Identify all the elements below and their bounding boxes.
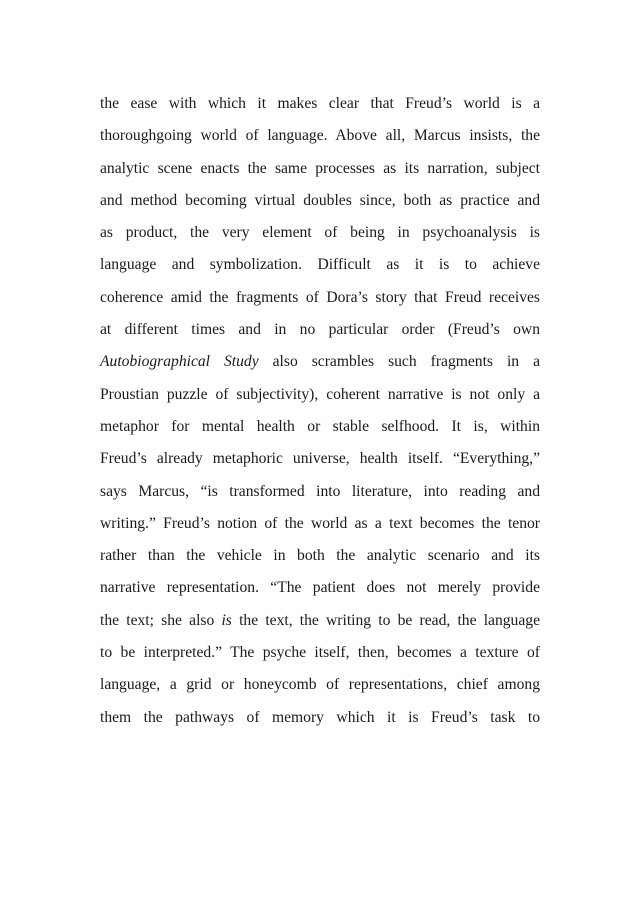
text-segment: coherence amid the fragments of Dora’s story that Freud receives [100, 288, 540, 306]
text-segment: the ease with which it makes clear that Freud’s world is a [100, 95, 540, 112]
text-line [100, 221, 540, 253]
text-segment: rather than the vehicle in both the analytic scenario and its [100, 547, 540, 565]
text-segment: Freud’s already metaphoric universe, health itself. “Everything,” [100, 450, 540, 468]
text-line [100, 189, 540, 221]
text-line [100, 157, 540, 189]
text-segment: also scrambles such fragments in a [258, 353, 540, 371]
text-segment: as product, the very element of being in psychoanalysis is [100, 224, 540, 242]
text-segment: language and symbolization. Difficult as it is to achieve [100, 256, 540, 274]
text-segment: them the pathways of memory which it is Freud’s task to [100, 708, 540, 726]
text-line [100, 609, 540, 641]
text-segment: Proustian puzzle of subjectivity), coherent narrative is not only a [100, 385, 540, 403]
italic-text: is [221, 611, 232, 629]
text-segment: analytic scene enacts the same processes as its narration, subject [100, 159, 540, 177]
text-line [100, 544, 540, 576]
text-line [100, 706, 540, 738]
text-line [100, 383, 540, 415]
text-segment: to be interpreted.” The psyche itself, then, becomes a texture of [100, 644, 540, 662]
text-line [100, 318, 540, 350]
text-line [100, 415, 540, 447]
text-segment: language, a grid or honeycomb of representations, chief among [100, 676, 540, 694]
text-line [100, 641, 540, 673]
text-segment: thoroughgoing world of language. Above all, Marcus insists, the [100, 127, 540, 145]
text-line [100, 124, 540, 156]
italic-text: Autobiographical Study [100, 353, 259, 371]
text-segment: the text; she also [100, 611, 222, 629]
text-segment: says Marcus, “is transformed into literature, into reading and [100, 482, 540, 500]
text-line [100, 350, 540, 382]
text-segment: and method becoming virtual doubles since, both as practice and [100, 191, 540, 209]
text-line [100, 92, 540, 124]
text-line [100, 286, 540, 318]
text-segment: the text, the writing to be read, the language [231, 611, 540, 629]
text-line [100, 576, 540, 608]
text-segment: metaphor for mental health or stable selfhood. It is, within [100, 417, 540, 435]
text-line [100, 512, 540, 544]
body-text [100, 92, 540, 738]
text-segment: writing.” Freud’s notion of the world as a text becomes the tenor [100, 514, 540, 532]
text-segment: narrative representation. “The patient does not merely provide [100, 579, 540, 597]
text-segment: at different times and in no particular order (Freud’s own [100, 321, 540, 339]
text-line [100, 447, 540, 479]
text-line [100, 253, 540, 285]
text-line [100, 480, 540, 512]
text-line [100, 673, 540, 705]
